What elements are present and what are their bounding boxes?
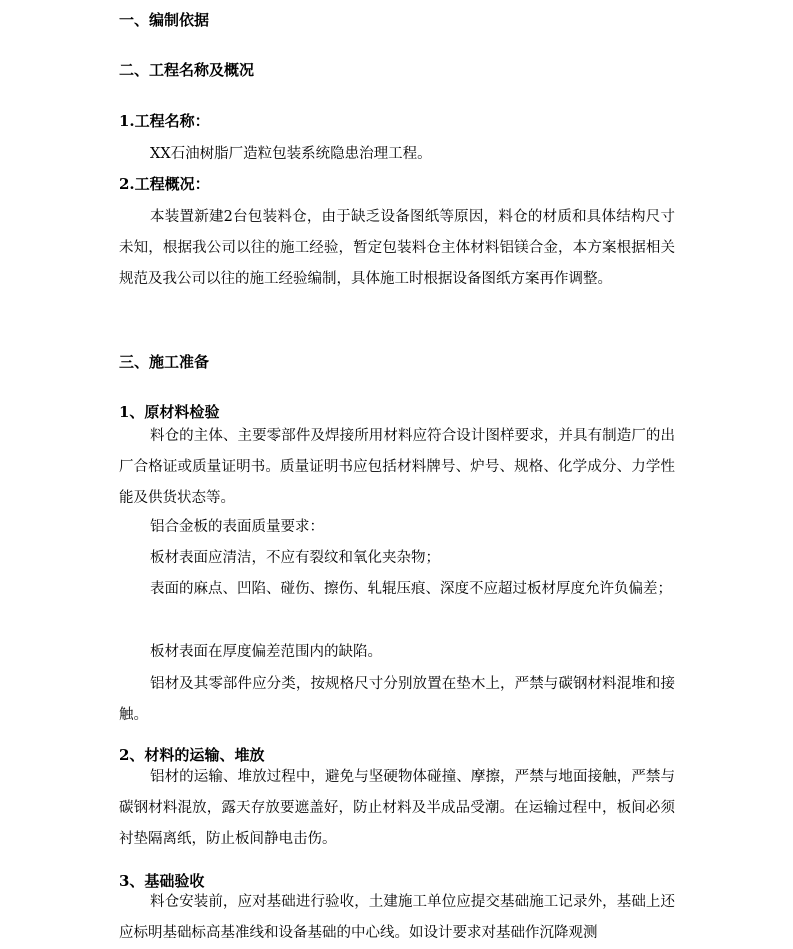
paragraph-foundation-acceptance: 料仓安装前，应对基础进行验收，土建施工单位应提交基础施工记录外，基础上还应标明基础标高基准线和设备基础的中心线。如设计要求对基础作沉降观测 <box>119 894 675 941</box>
paragraph-surface-defects: 表面的麻点、凹陷、碰伤、擦伤、轧辊压痕、深度不应超过板材厚度允许负偏差； <box>150 581 672 597</box>
paragraph-material-requirements: 料仓的主体、主要零部件及焊接所用材料应符合设计图样要求，并具有制造厂的出厂合格证或质量证明书。质量证明书应包括材料牌号、炉号、规格、化学成分、力学性能及供货状态等。 <box>119 428 675 506</box>
subheading-foundation-acceptance: 3、基础验收 <box>119 872 205 890</box>
section-heading-project: 二、工程名称及概况 <box>119 61 255 79</box>
paragraph-surface-clean: 板材表面应清洁，不应有裂纹和氧化夹杂物； <box>150 550 440 566</box>
subheading-project-name: 1.工程名称： <box>119 112 210 130</box>
section-heading-basis: 一、编制依据 <box>119 11 210 29</box>
paragraph-project-overview: 本装置新建2台包装料仓，由于缺乏设备图纸等原因，料仓的材质和具体结构尺寸未知，根据我公司以往的施工经验，暂定包装料仓主体材料铝镁合金，本方案根据相关规范及我公司以往的施工经验编制，具体施工时根据设备图纸方案再作调整。 <box>119 209 675 287</box>
paragraph-aluminum-surface-title: 铝合金板的表面质量要求： <box>150 519 324 535</box>
subheading-material-inspection: 1、原材料检验 <box>119 403 220 421</box>
paragraph-project-name: XX石油树脂厂造粒包装系统隐患治理工程。 <box>150 146 432 162</box>
paragraph-storage-classification: 铝材及其零部件应分类，按规格尺寸分别放置在垫木上，严禁与碳钢材料混堆和接触。 <box>119 676 675 723</box>
subheading-transport-storage: 2、材料的运输、堆放 <box>119 746 265 764</box>
subheading-project-overview: 2.工程概况： <box>119 175 210 193</box>
paragraph-thickness-defects: 板材表面在厚度偏差范围内的缺陷。 <box>150 644 382 660</box>
section-heading-preparation: 三、施工准备 <box>119 353 210 371</box>
paragraph-transport-storage: 铝材的运输、堆放过程中，避免与坚硬物体碰撞、摩擦，严禁与地面接触，严禁与碳钢材料混放，露天存放要遮盖好，防止材料及半成品受潮。在运输过程中，板间必须衬垫隔离纸，防止板间静电击伤。 <box>119 769 675 847</box>
